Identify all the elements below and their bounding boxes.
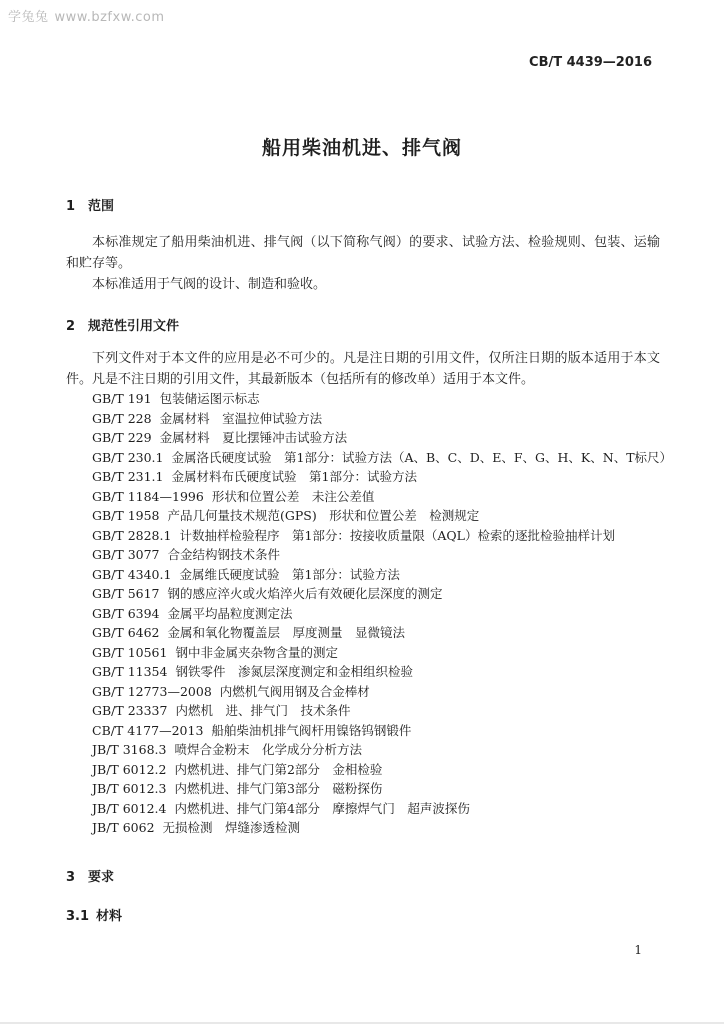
reference-item	[92, 643, 672, 663]
reference-title: 船舶柴油机排气阀杆用镍铬钨钢锻件	[211, 722, 412, 738]
page-title: 船用柴油机进、排气阀	[261, 137, 462, 159]
reference-item	[92, 389, 672, 409]
reference-title: 金属洛氏硬度试验 第1部分：试验方法（A、B、C、D、E、F、G、H、K、N、T标尺）	[171, 449, 673, 465]
reference-title: 金属平均晶粒度测定法	[167, 605, 293, 621]
page-number: 1	[634, 943, 642, 957]
reference-code: GB/T 6394	[92, 605, 160, 621]
reference-item	[92, 701, 672, 721]
section-3-1-heading	[66, 905, 122, 924]
reference-title: 金属材料 室温拉伸试验方法	[159, 410, 323, 426]
reference-item	[92, 623, 672, 643]
reference-code: GB/T 1184—1996	[92, 488, 204, 504]
reference-item	[92, 545, 672, 565]
reference-title: 金属材料 夏比摆锤冲击试验方法	[159, 430, 348, 445]
scope-paragraph-1: 本标准规定了船用柴油机进、排气阀（以下简称气阀）的要求、试验方法、检验规则、包装、运输和贮存等。	[66, 235, 660, 271]
watermark-url: www.bzfxw.com	[54, 10, 165, 25]
reference-code: CB/T 4177—2013	[92, 722, 204, 738]
reference-title: 喷焊合金粉末 化学成分分析方法	[174, 742, 362, 757]
reference-title: 金属维氏硬度试验 第1部分：试验方法	[179, 566, 400, 582]
section-1-title: 范围	[88, 199, 115, 214]
reference-code: JB/T 6062	[92, 820, 155, 835]
section-1-number: 1	[66, 199, 76, 214]
reference-code: GB/T 1958	[92, 508, 160, 523]
reference-title: 无损检测 焊缝渗透检测	[162, 820, 301, 835]
reference-item	[92, 565, 672, 585]
reference-code: JB/T 6012.3	[92, 781, 167, 796]
reference-code: GB/T 229	[92, 430, 152, 445]
section-3-heading	[66, 866, 114, 885]
reference-item	[92, 818, 672, 838]
reference-code: GB/T 2828.1	[92, 527, 172, 543]
reference-item	[92, 448, 672, 468]
section-1-heading	[66, 195, 114, 214]
reference-item	[92, 721, 672, 741]
reference-item	[92, 584, 672, 604]
reference-code: JB/T 6012.4	[92, 800, 167, 816]
reference-title: 金属和氧化物覆盖层 厚度测量 显微镜法	[167, 625, 406, 640]
reference-title: 内燃机进、排气门第2部分 金相检验	[174, 761, 383, 777]
reference-code: GB/T 5617	[92, 586, 160, 601]
section-2-heading	[66, 315, 179, 334]
section-3-1-title: 材料	[96, 909, 123, 924]
section-3-title: 要求	[88, 870, 115, 885]
reference-title: 内燃机进、排气门第4部分 摩擦焊气门 超声波探伤	[174, 800, 470, 816]
reference-title: 金属材料布氏硬度试验 第1部分：试验方法	[171, 469, 417, 484]
reference-code: JB/T 6012.2	[92, 761, 167, 777]
reference-code: GB/T 230.1	[92, 449, 164, 465]
reference-item	[92, 409, 672, 429]
reference-code: GB/T 3077	[92, 547, 160, 562]
reference-title: 钢铁零件 渗氮层深度测定和金相组织检验	[175, 664, 413, 679]
reference-title: 合金结构钢技术条件	[167, 547, 281, 562]
reference-item	[92, 740, 672, 760]
reference-item	[92, 428, 672, 448]
reference-item	[92, 526, 672, 546]
watermark	[8, 6, 165, 25]
reference-title: 内燃机 进、排气门 技术条件	[175, 703, 351, 718]
reference-item	[92, 682, 672, 702]
reference-item	[92, 604, 672, 624]
reference-item	[92, 779, 672, 799]
reference-code: GB/T 11354	[92, 664, 168, 679]
reference-code: GB/T 23337	[92, 703, 168, 718]
section-2-number: 2	[66, 319, 76, 334]
reference-code: GB/T 191	[92, 391, 152, 406]
standard-code: CB/T 4439—2016	[529, 55, 652, 70]
reference-title: 产品几何量技术规范(GPS) 形状和位置公差 检测规定	[167, 508, 480, 523]
reference-list	[92, 389, 672, 838]
reference-code: GB/T 12773—2008	[92, 683, 212, 699]
reference-item	[92, 487, 672, 507]
reference-code: GB/T 231.1	[92, 469, 164, 484]
watermark-site-name: 学兔兔	[8, 10, 49, 25]
reference-title: 形状和位置公差 未注公差值	[211, 488, 375, 504]
reference-item	[92, 760, 672, 780]
reference-code: GB/T 10561	[92, 644, 168, 660]
reference-title: 钢中非金属夹杂物含量的测定	[175, 644, 338, 660]
reference-item	[92, 506, 672, 526]
section-3-1-number: 3.1	[66, 909, 90, 924]
reference-item	[92, 799, 672, 819]
reference-code: GB/T 6462	[92, 625, 160, 640]
reference-code: GB/T 228	[92, 410, 152, 426]
section-3-number: 3	[66, 870, 76, 885]
reference-title: 包装储运图示标志	[159, 391, 260, 406]
reference-title: 内燃机进、排气门第3部分 磁粉探伤	[174, 781, 383, 796]
reference-code: GB/T 4340.1	[92, 566, 172, 582]
reference-title: 钢的感应淬火或火焰淬火后有效硬化层深度的测定	[167, 586, 443, 601]
reference-title: 内燃机气阀用钢及合金棒材	[219, 683, 370, 699]
reference-code: JB/T 3168.3	[92, 742, 167, 757]
section-2-title: 规范性引用文件	[88, 319, 180, 334]
scope-paragraph-2: 本标准适用于气阀的设计、制造和验收。	[92, 277, 327, 292]
reference-item	[92, 662, 672, 682]
reference-item	[92, 467, 672, 487]
reference-title: 计数抽样检验程序 第1部分：按接收质量限（AQL）检索的逐批检验抽样计划	[179, 527, 615, 543]
refs-intro-paragraph: 下列文件对于本文件的应用是必不可少的。凡是注日期的引用文件，仅所注日期的版本适用于本文件。凡是不注日期的引用文件，其最新版本（包括所有的修改单）适用于本文件。	[66, 351, 660, 387]
